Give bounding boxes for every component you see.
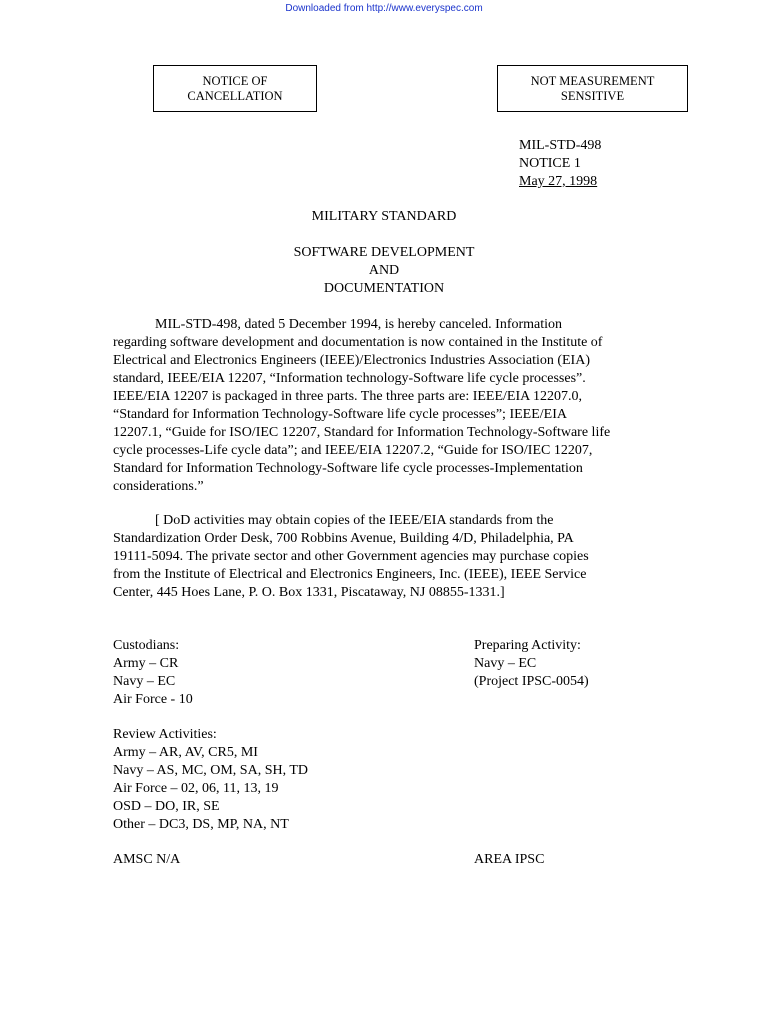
area-code: AREA IPSC [474,852,545,867]
review-activity-item: Navy – AS, MC, OM, SA, SH, TD [113,763,308,778]
custodian-item: Air Force - 10 [113,692,193,707]
custodian-item: Army – CR [113,656,179,671]
document-number: MIL-STD-498 [519,138,602,153]
subject-line-2: AND [368,263,400,278]
paragraph-line: “Standard for Information Technology-Software life cycle processes”; IEEE/EIA [113,407,567,422]
notice-number: NOTICE 1 [519,156,581,171]
paragraph-line: considerations.” [113,479,204,494]
box-left-line-1: NOTICE OF [202,73,268,88]
copies-paragraph [113,512,658,602]
review-activity-item: Other – DC3, DS, MP, NA, NT [113,817,289,832]
custodians-section [113,637,193,709]
paragraph-line: 12207.1, “Guide for ISO/IEC 12207, Standard for Information Technology-Software life [113,425,611,440]
box-left-line-2: CANCELLATION [187,88,283,103]
preparing-activity-item: (Project IPSC-0054) [474,674,589,689]
document-identifier [519,137,601,191]
paragraph-line: Standardization Order Desk, 700 Robbins Avenue, Building 4/D, Philadelphia, PA [113,531,574,546]
amsc-number: AMSC N/A [113,852,181,867]
subject-line-3: DOCUMENTATION [323,281,445,296]
box-right-line-2: SENSITIVE [560,88,625,103]
paragraph-line: from the Institute of Electrical and Electronics Engineers, Inc. (IEEE), IEEE Service [113,567,587,582]
cancellation-paragraph [113,316,658,496]
preparing-activity-item: Navy – EC [474,656,537,671]
not-measurement-sensitive-box [497,65,688,112]
paragraph-line: MIL-STD-498, dated 5 December 1994, is hereby canceled. Information [113,317,563,332]
preparing-activity-section [474,637,589,691]
paragraph-line: IEEE/EIA 12207 is packaged in three parts. The three parts are: IEEE/EIA 12207.0, [113,389,582,404]
review-activities-heading: Review Activities: [113,727,217,742]
download-source-link[interactable]: Downloaded from http://www.everyspec.com [285,3,483,14]
notice-of-cancellation-box [153,65,317,112]
custodian-item: Navy – EC [113,674,176,689]
paragraph-line: Center, 445 Hoes Lane, P. O. Box 1331, Piscataway, NJ 08855-1331.] [113,585,505,600]
box-right-line-1: NOT MEASUREMENT [530,73,655,88]
paragraph-line: [ DoD activities may obtain copies of the IEEE/EIA standards from the [113,513,554,528]
review-activities-section [113,726,308,834]
preparing-activity-heading: Preparing Activity: [474,638,581,653]
custodians-heading: Custodians: [113,638,180,653]
paragraph-line: regarding software development and documentation is now contained in the Institute of [113,335,603,350]
paragraph-line: standard, IEEE/EIA 12207, “Information technology-Software life cycle processes”. [113,371,586,386]
paragraph-line: cycle processes-Life cycle data”; and IEEE/EIA 12207.2, “Guide for ISO/IEC 12207, [113,443,593,458]
paragraph-line: Electrical and Electronics Engineers (IEEE)/Electronics Industries Association (EIA) [113,353,590,368]
paragraph-line: Standard for Information Technology-Software life cycle processes-Implementation [113,461,583,476]
subject-line-1: SOFTWARE DEVELOPMENT [293,245,475,260]
document-subject-title [0,244,768,298]
review-activity-item: Army – AR, AV, CR5, MI [113,745,258,760]
review-activity-item: Air Force – 02, 06, 11, 13, 19 [113,781,279,796]
notice-date: May 27, 1998 [519,174,598,189]
paragraph-line: 19111-5094. The private sector and other Government agencies may purchase copies [113,549,589,564]
review-activity-item: OSD – DO, IR, SE [113,799,220,814]
military-standard-heading: MILITARY STANDARD [311,209,457,224]
